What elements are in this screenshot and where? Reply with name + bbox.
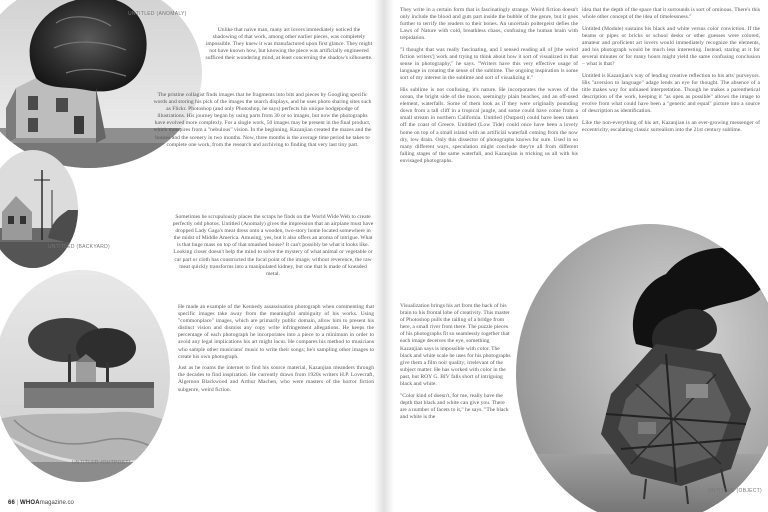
caption-outpost: UNTITLED (OUTPOST): [72, 460, 131, 466]
article-col-bottom: [178, 304, 374, 398]
caption-backyard: UNTITLED (BACKYARD): [48, 244, 111, 250]
article-col-mid: [172, 214, 374, 282]
paragraph: Untitled (Module) sustains his black and white versus color conviction. If the beams or pipes or bricks or school desks or other guesses were colored, amateur and proficient art lovers would immediately recognize the elements, and his photograph would be much less interesting. Instead, staring at it for several minutes or for many hours might yield the same confusing conclusion – what is that?: [582, 25, 760, 68]
paragraph: He made an example of the Kennedy assassination photograph when commenting that specific images take away from the meaningful ambiguity of his works. Using "commonplace" images, which are primarily public domain, allow him to present his distinct vision and dismiss any copy write infringement allegations. He keeps the percentage of each photograph he incorporates into a piece to a minimum in order to avoid any legal implications his art might incur. He compares his method to musicians who sample other musicians' music to write their songs; he's sampling other images to create his own photograph.: [178, 304, 374, 360]
article-col1-bottom: [400, 303, 512, 426]
paragraph: The pristine collagist finds images that he fragments into bits and pieces by Googling specific words and storing his pick of the images the search displays, and he uses photo sharing sites such as Flickr. Photoshop (and only Photoshop, he says) perfects his unique hodgepodge of illustrations. His journey began by using parts from 30 or so images, but now the photographs have evolved more complexly. For a single work, 50 images may be present in the final product, which transpires from a "nebulous" vision. In the beginning, Kazanjian created the mazes and the houses and the scenery in two months. Now, three months is the average time period he takes to complete one work, from the research and archiving to finding that very last tiny part.: [153, 92, 372, 148]
article-col-top: [205, 27, 373, 67]
caption-object: UNTITLED (OBJECT): [708, 488, 762, 494]
paragraph: Sometimes he scrupulously places the scraps he finds on the World Wide Web to create perfectly odd photos. Untitled (Anomaly) gives the impression that an airplane must have dropped Lady Gaga's meat dress onto a wooden, two-story home located somewhere in the midst of Middle America. Amusing, yes, but it also offers an aroma of intrigue. What is that huge mass on top of that smashed house? It can't possibly be what it looks like. Looking closer doesn't help the mind to solve the mystery of what animal or vegetable or car part or cloth has constructed the focal point of the image; without reverence, the raw meat quickly transforms into a manipulated kidney, but one that is made of kneaded metal.: [172, 214, 374, 277]
site-name: magazine.co: [39, 500, 74, 506]
paragraph: Like the non-everything of his art, Kazanjian is an ever-growing messenger of eccentricity, escalating classic surrealism into the 21st century sublime.: [582, 119, 760, 133]
paragraph: His sublime is not confusing, it's nature. He incorporates the waves of the ocean, the bright side of the moon, seemingly plain beaches, and an off-used element, waterfalls. Some of them look as if they were originally pounding down from a tall cliff in a tropical jungle, and some could have come from a small stream in northern California. Untitled (Outpost) could have been taken off the coast of Greece. Untitled (Low Tide) could once have been a lovely home on top of a small island with an artificial waterfall coming from the now dry, low drain. Only this dissector of photographs knows for sure. Used in so many different ways, speculation might conclude they're all from different falling stages of the same waterfall, and Kazanjian is tricking us all with his envisaged photographs.: [400, 86, 578, 164]
brand-logo: WHOA: [19, 500, 40, 506]
paragraph: "I thought that was really fascinating, and I sensed reading all of [the weird fiction writers'] work and trying to think about how it sort of visualized in that sense in photography," he says. "Writers have this very effective usage of language in creating the sense of the sublime. The ongoing inspiration is some sort of my interest in the sublime and sort of visualizing it.": [400, 46, 578, 82]
paragraph: Just as he roams the internet to find his source material, Kazanjian meanders through the decades to find inspiration. He currently draws from 1920s writers H.P. Lovecraft, Algernon Blackwood and Arthur Machen, who were masters of the horror fiction subgenre, weird fiction.: [178, 365, 374, 393]
article-col1-top: [400, 7, 578, 169]
photo-untitled-backyard: [0, 150, 78, 268]
article-col2: [582, 7, 760, 139]
photo-untitled-object: [516, 224, 768, 512]
paragraph: Visualization brings his art from the back of his brain to his frontal lobe of creativity. This master of Photoshop pulls the railing of a bridge from here, a small river from there. The puzzle pieces of his photographs fit so seamlessly together that each image deceives the eye, something Kazanjian says is impossible with color. The black and white scale he uses for his photographs give them a film noir quality; irrelevant of the subject matter. He has worked with color in the past, but ROY G. BIV falls short of intriguing black and white.: [400, 303, 511, 388]
right-page: [384, 0, 768, 512]
paragraph: They write in a certain form that is fascinatingly strange. Weird fiction doesn't only include the blood and guts part inside the bubble of the genre, but it goes further to terrify the readers to their bones. An uncertain poltergeist defies the Laws of Nature with cold, breathless chaos, confusing the human brain with trepidation.: [400, 7, 578, 42]
page-gutter: [374, 0, 394, 512]
page-folio: 66 | WHOAmagazine.co: [8, 500, 74, 506]
paragraph: Unlike that naive man, many art lovers immediately noticed the shadowing of that work, among other earlier pieces, was completely impossible. They knew it was manufactured upon first glance. They might not have known how, but knowing the piece was artificially engineered sufficed their wondering mind, at least concerning the shadow's silhouette.: [205, 27, 373, 62]
paragraph: Untitled is Kazanjian's way of lending creative reflection to his arts' purveyors. His "aversion to language" adage lends an eye for thought. The absence of a title makes way for unbiased interpretation. Though he makes a parenthetical description of the work, keeping it "as open as possible" allows the image to evolve from what could have been a "generic and equal" picture into a source of description as identification.: [582, 72, 760, 115]
paragraph: "Color kind of doesn't, for me, really have the depth that black and white can give you. There are a number of facets to it," he says. "The black and white is the: [400, 392, 509, 420]
paragraph: idea that the depth of the space that it surrounds is sort of ominous. There's this whole other concept of the idea of timelessness.": [582, 7, 760, 21]
article-col-top-cont: [152, 92, 373, 153]
photo-untitled-outpost: [0, 270, 170, 482]
page-number: 66: [8, 500, 16, 506]
caption-anomaly: UNTITLED (ANOMALY): [128, 11, 187, 17]
